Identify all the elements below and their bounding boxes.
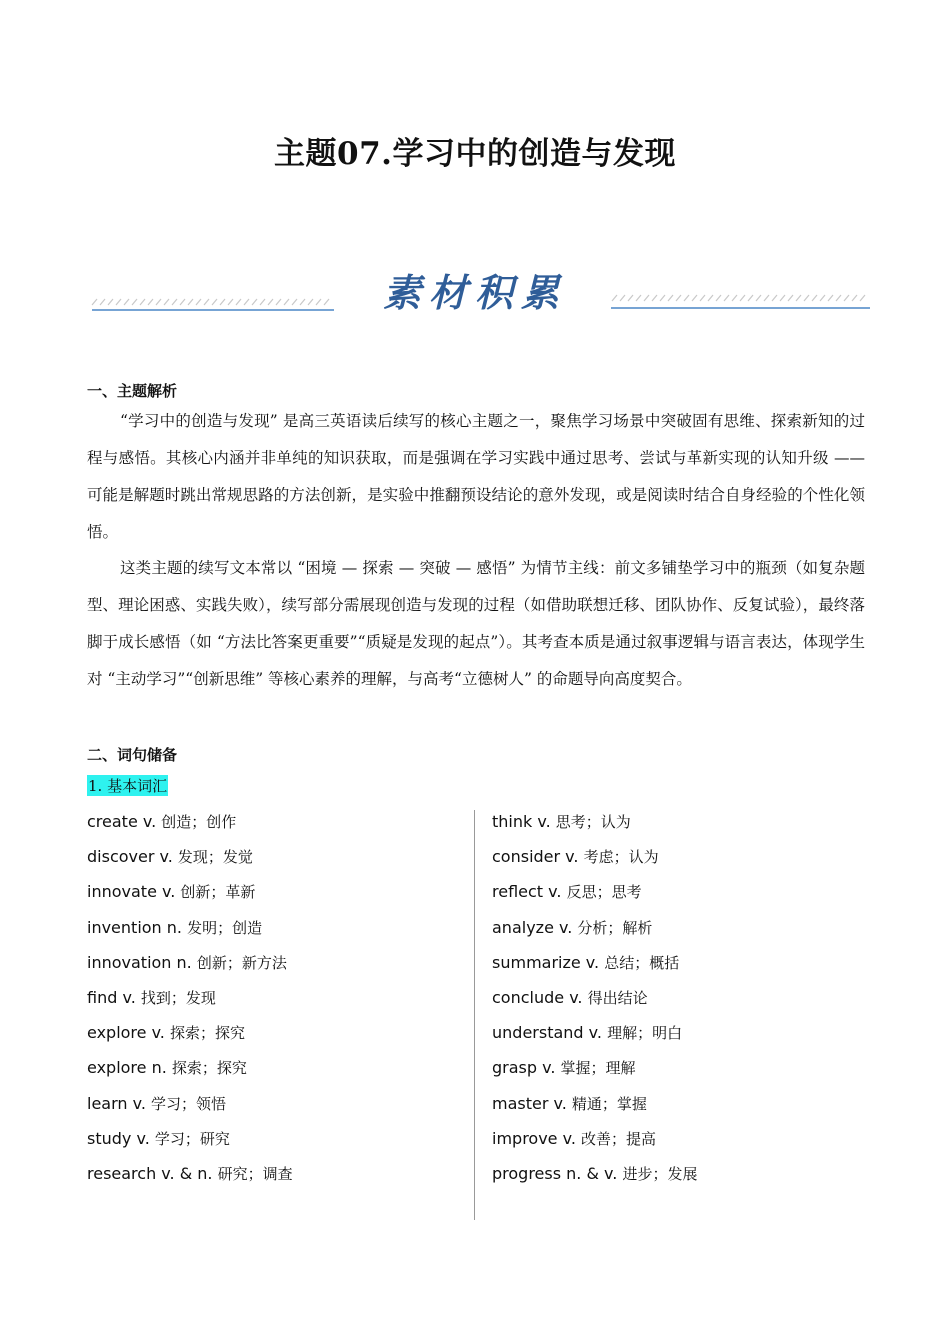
column-divider (474, 810, 475, 1220)
vocab-meaning: 总结；概括 (604, 953, 680, 972)
page-title: 主题07.学习中的创造与发现 (274, 136, 676, 172)
vocab-word: analyze v. (492, 917, 573, 937)
vocab-item (492, 843, 697, 878)
vocab-word: grasp v. (492, 1058, 556, 1078)
vocab-word: discover v. (87, 847, 173, 867)
vocab-meaning: 探索；探究 (171, 1059, 247, 1078)
vocab-item (492, 1054, 697, 1089)
vocab-word: reflect v. (492, 882, 562, 902)
vocab-meaning: 考虑；认为 (583, 848, 659, 867)
vocab-item (87, 914, 293, 949)
vocab-word: create v. (87, 812, 157, 831)
vocab-word: find v. (87, 987, 136, 1007)
vocab-word: consider v. (492, 847, 579, 867)
paragraph-2: 这类主题的续写文本常以 “困境 — 探索 — 突破 — 感悟” 为情节主线：前文多铺垫学习中的瓶颈（如复杂题型、理论困惑、实践失败），续写部分需展现创造与发现的过程（如借助联想迁移、团队协作、反复试验），最终落脚于成长感悟（如 “方法比答案更重要”“质疑是发现的起点”）。其考查本质是通过叙事逻辑与语言表达，体现学生对 “主动学习”“创新思维” 等核心素养的理解，与高考“立德树人” 的命题导向高度契合。 (87, 559, 865, 688)
vocab-item (87, 949, 293, 984)
vocab-word: study v. (87, 1128, 150, 1148)
vocab-item (87, 984, 293, 1019)
vocab-word: improve v. (492, 1128, 576, 1148)
section-heading-vocab: 二、词句储备 (87, 746, 178, 764)
vocab-meaning: 研究；调查 (217, 1164, 293, 1183)
vocab-item (492, 1160, 697, 1195)
vocab-meaning: 发明；创造 (187, 918, 263, 937)
vocab-column-right (492, 808, 697, 1195)
vocab-item (87, 843, 293, 878)
vocab-meaning: 进步；发展 (622, 1164, 698, 1183)
vocab-word: conclude v. (492, 987, 583, 1007)
vocab-meaning: 创新；新方法 (196, 953, 287, 972)
vocab-word: research v. & n. (87, 1163, 213, 1183)
vocab-item (492, 949, 697, 984)
vocab-word: master v. (492, 1093, 567, 1113)
vocab-meaning: 反思；思考 (566, 883, 642, 902)
vocab-word: invention n. (87, 917, 182, 937)
vocab-word: think v. (492, 812, 551, 831)
vocab-item (87, 1019, 293, 1054)
paragraph-1: “学习中的创造与发现” 是高三英语读后续写的核心主题之一，聚焦学习场景中突破固有思维、探索新知的过程与感悟。其核心内涵并非单纯的知识获取，而是强调在学习实践中通过思考、尝试与革新实现的认知升级 —— 可能是解题时跳出常规思路的方法创新，是实验中推翻预设结论的意外发现，或是阅读时结合自身经验的个性化领悟。 (87, 412, 865, 541)
vocab-word: progress n. & v. (492, 1163, 618, 1183)
section-heading-analysis: 一、主题解析 (87, 382, 178, 400)
vocab-meaning: 学习；领悟 (151, 1094, 227, 1113)
vocab-meaning: 找到；发现 (140, 988, 216, 1007)
vocab-word: innovation n. (87, 952, 192, 972)
vocab-meaning: 创新；革新 (180, 883, 256, 902)
vocab-item (87, 1125, 293, 1160)
vocab-word: explore n. (87, 1058, 167, 1078)
vocab-meaning: 掌握；理解 (560, 1059, 636, 1078)
vocab-column-left (87, 808, 293, 1195)
vocab-item (492, 808, 697, 843)
vocab-meaning: 思考；认为 (555, 813, 631, 831)
vocab-meaning: 探索；探究 (169, 1024, 245, 1043)
vocab-item (87, 1090, 293, 1125)
vocab-item (492, 984, 697, 1019)
vocab-meaning: 精通；掌握 (571, 1094, 647, 1113)
vocab-meaning: 得出结论 (587, 988, 648, 1007)
vocab-item (492, 1125, 697, 1160)
banner-title: 素材积累 (382, 270, 567, 315)
vocab-item (492, 878, 697, 913)
vocab-item (492, 1090, 697, 1125)
vocab-meaning: 学习；研究 (154, 1129, 230, 1148)
vocab-meaning: 分析；解析 (577, 918, 653, 937)
vocab-word: innovate v. (87, 882, 176, 902)
vocab-meaning: 创造；创作 (161, 813, 237, 831)
vocab-meaning: 理解；明白 (607, 1024, 683, 1043)
vocab-item (87, 808, 293, 843)
vocab-word: summarize v. (492, 952, 600, 972)
vocab-meaning: 改善；提高 (581, 1129, 657, 1148)
vocab-item (87, 1160, 293, 1195)
vocab-item (492, 914, 697, 949)
vocab-item (87, 1054, 293, 1089)
vocab-word: learn v. (87, 1093, 146, 1113)
vocab-word: explore v. (87, 1023, 165, 1043)
vocab-meaning: 发现；发觉 (177, 848, 253, 867)
vocab-word: understand v. (492, 1023, 602, 1043)
vocab-item (492, 1019, 697, 1054)
vocab-item (87, 878, 293, 913)
subsection-basic-vocab: 1. 基本词汇 (88, 777, 168, 795)
